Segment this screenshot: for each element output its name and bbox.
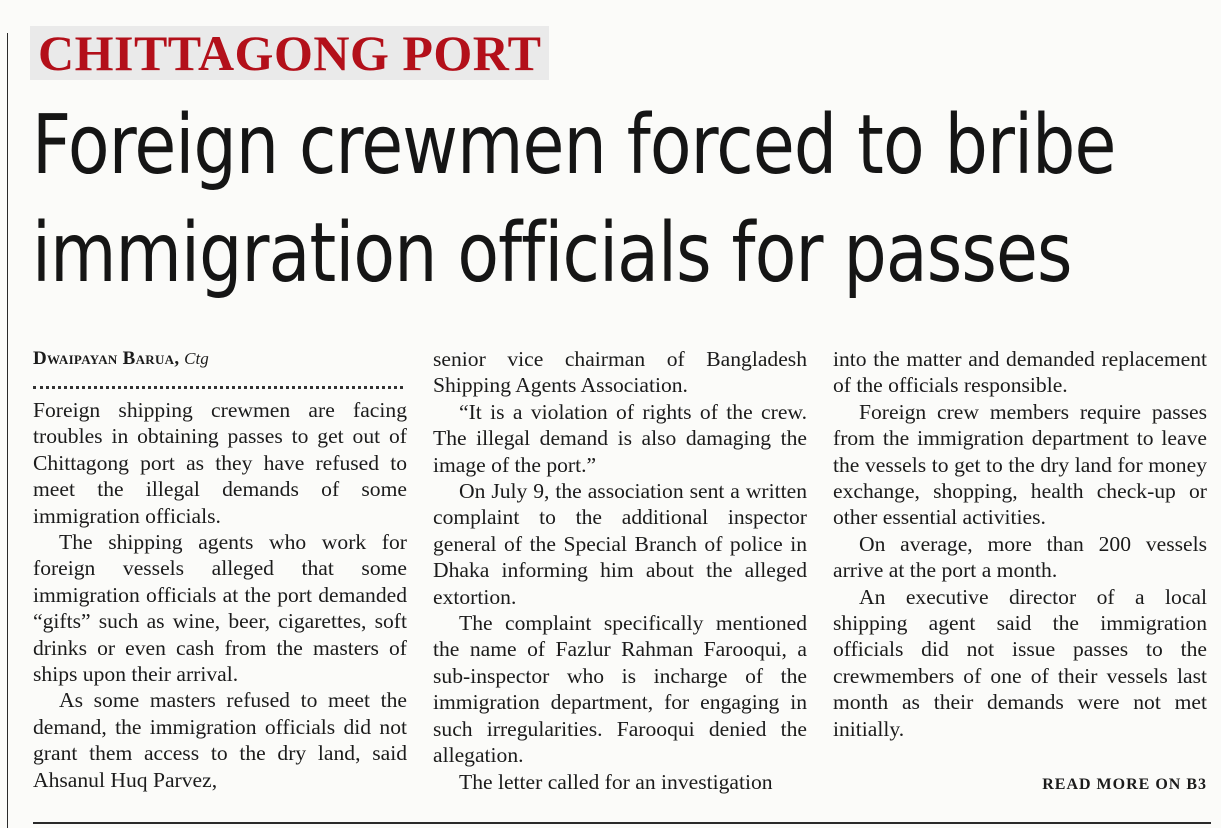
paragraph: On July 9, the association sent a written complaint to the additional inspector general of the Special Branch of police in Dhaka informing him about the alleged extortion. <box>433 479 807 609</box>
bottom-rule <box>33 822 1211 824</box>
paragraph: into the matter and demanded replacement of the officials responsible. <box>833 347 1207 398</box>
paragraph: As some masters refused to meet the demand, the immigration officials did not grant them access to the dry land, said Ahsanul Huq Parvez, <box>33 688 407 792</box>
article-column-3 <box>833 346 1207 742</box>
headline-line-2: immigration officials for passes <box>32 206 1072 301</box>
article-column-2 <box>433 346 807 795</box>
paragraph: The letter called for an investigation <box>459 769 773 794</box>
paragraph: senior vice chairman of Bangladesh Shipping Agents Association. <box>433 347 807 398</box>
paragraph: On average, more than 200 vessels arrive at the port a month. <box>833 531 1207 583</box>
paragraph: “It is a violation of rights of the crew. The illegal demand is also damaging the image of the port.” <box>433 399 807 477</box>
paragraph: Foreign shipping crewmen are facing troubles in obtaining passes to get out of Chittagong port as they have refused to meet the illegal demands of some immigration officials. <box>33 398 407 528</box>
headline <box>32 92 1116 308</box>
byline-divider <box>33 372 403 389</box>
article-column-1 <box>33 346 407 793</box>
paragraph: An executive director of a local shipping agent said the immigration officials did not issue passes to the crewmembers of one of their vessels last month as their demands were not met initially. <box>833 584 1207 741</box>
byline-place: Ctg <box>184 349 209 368</box>
section-kicker: CHITTAGONG PORT <box>38 25 542 81</box>
headline-line-1: Foreign crewmen forced to bribe <box>32 98 1116 193</box>
paragraph: The shipping agents who work for foreign vessels alleged that some immigration officials at the port demanded “gifts” such as wine, beer, cigarettes, soft drinks or even cash from the masters of ships upon their arrival. <box>33 530 407 687</box>
left-column-rule <box>7 33 8 828</box>
paragraph: The complaint specifically mentioned the name of Fazlur Rahman Farooqui, a sub-inspector who is incharge of the immigration department, for engaging in such irregularities. Farooqui denied the allegation. <box>433 611 807 768</box>
byline <box>33 346 407 372</box>
paragraph: Foreign crew members require passes from the immigration department to leave the vessels to get to the dry land for money exchange, shopping, health check-up or other essential activities. <box>833 399 1207 530</box>
section-kicker-box <box>30 26 549 80</box>
byline-author: Dwaipayan Barua, <box>33 348 180 369</box>
read-more-link[interactable]: READ MORE ON B3 <box>1042 776 1207 793</box>
